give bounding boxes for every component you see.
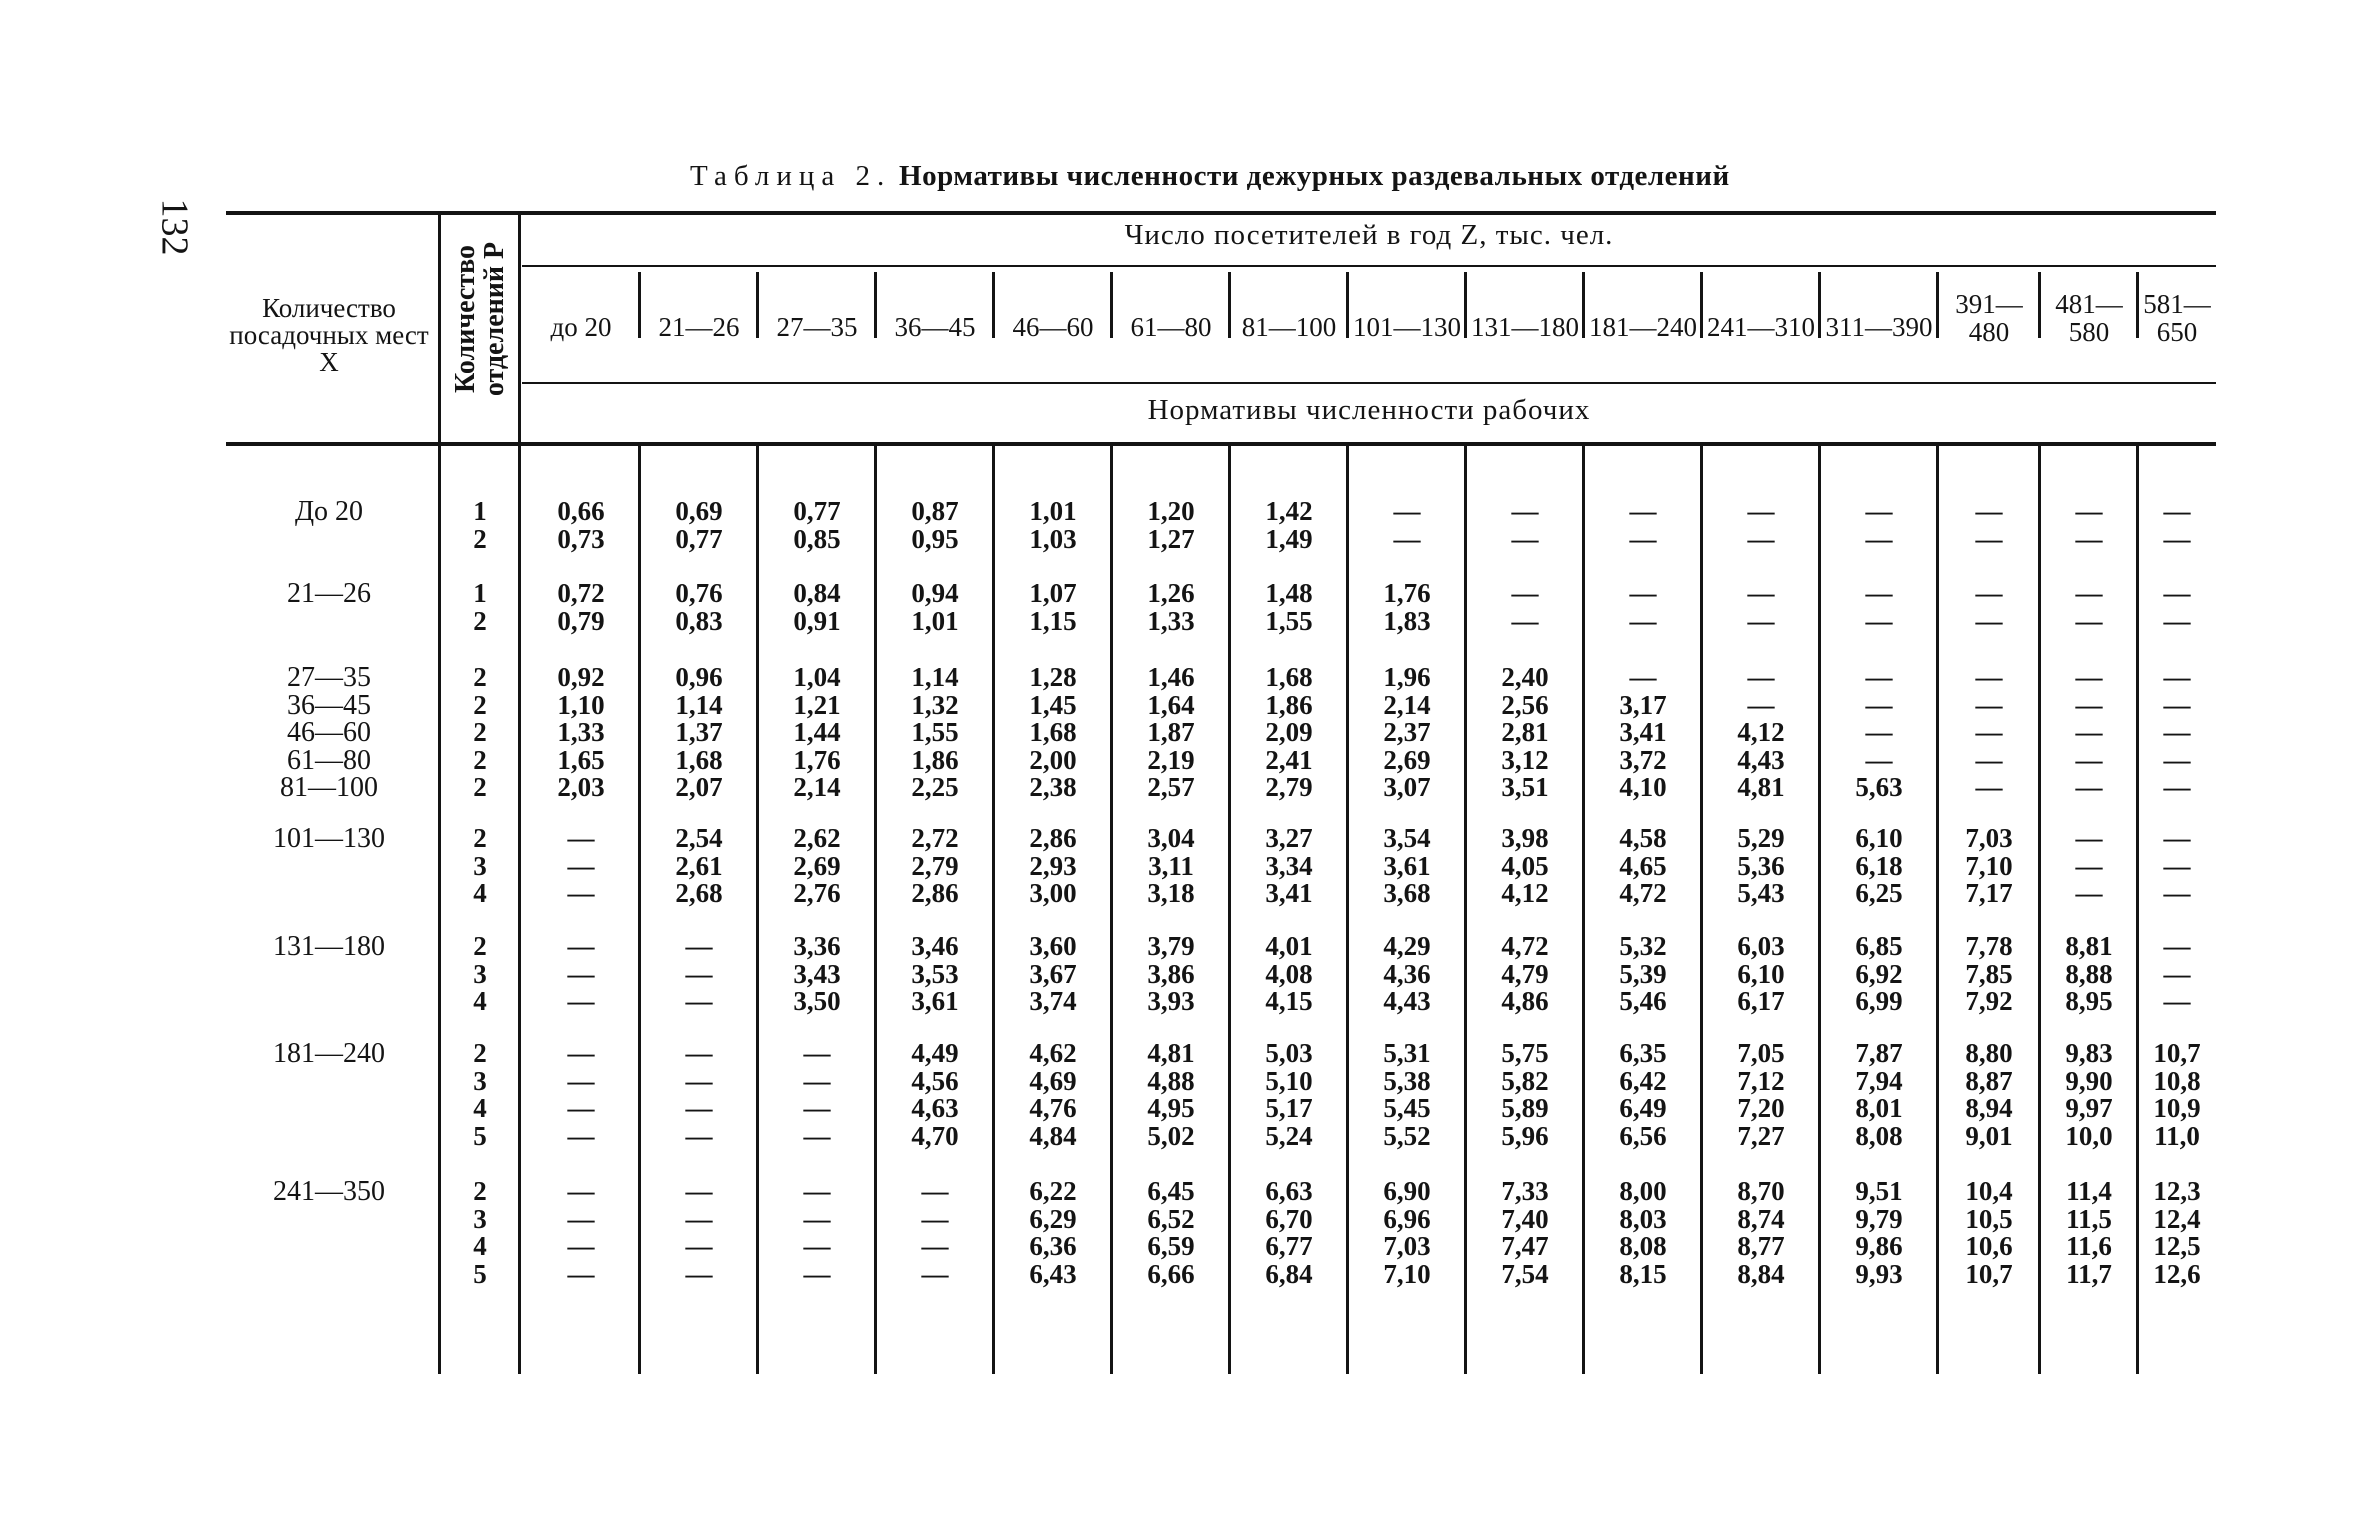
norm-value-cell: 1,96 2,14 2,37 2,69 3,07 [1383, 662, 1431, 802]
norm-value-cell: 4,49 4,56 4,63 4,70 [911, 1038, 959, 1151]
header-worker-norms: Нормативы численности рабочих [1147, 394, 1591, 426]
norm-value-cell: — — — [2163, 931, 2191, 1016]
norm-value-cell: 5,75 5,82 5,89 5,96 [1501, 1038, 1549, 1151]
norm-value-cell: — — — [2163, 823, 2191, 908]
norm-value-cell: 4,62 4,69 4,76 4,84 [1029, 1038, 1077, 1151]
norm-value-cell: 5,03 5,10 5,17 5,24 [1265, 1038, 1313, 1151]
norm-value-cell: 1,42 1,49 [1265, 496, 1313, 554]
norm-value-cell: 6,35 6,42 6,49 6,56 [1619, 1038, 1667, 1151]
column-header: 241—310 [1707, 312, 1815, 342]
seats-range-label: 101—130 [273, 823, 385, 854]
norm-value-cell: 0,77 0,85 [793, 496, 841, 554]
header-seats-x: Количество посадочных мест X [229, 293, 429, 377]
norm-value-cell: 3,98 4,05 4,12 [1501, 823, 1549, 908]
norm-value-cell: 1,01 1,03 [1029, 496, 1077, 554]
column-header: 36—45 [894, 312, 976, 342]
column-header: 481— 580 [2055, 289, 2123, 347]
norm-value-cell: 1,14 1,32 1,55 1,86 2,25 [911, 662, 959, 802]
norm-value-cell: — — — — [567, 1176, 595, 1289]
norm-value-cell: 6,10 6,18 6,25 [1855, 823, 1903, 908]
departments-count: 2 3 4 5 [473, 1176, 487, 1289]
norm-value-cell: 4,01 4,08 4,15 [1265, 931, 1313, 1016]
norm-value-cell: — — [1747, 496, 1775, 554]
page-number: 132 [153, 198, 196, 256]
seats-range-label: 131—180 [273, 931, 385, 962]
column-header: 131—180 [1471, 312, 1579, 342]
norm-value-cell: 6,45 6,52 6,59 6,66 [1147, 1176, 1195, 1289]
header-visitors-z: Число посетителей в год Z, тыс. чел. [1124, 219, 1614, 251]
norm-value-cell: 8,70 8,74 8,77 8,84 [1737, 1176, 1785, 1289]
norm-value-cell: 1,04 1,21 1,44 1,76 2,14 [793, 662, 841, 802]
norm-value-cell: 8,81 8,88 8,95 [2065, 931, 2113, 1016]
norm-value-cell: 1,28 1,45 1,68 2,00 2,38 [1029, 662, 1077, 802]
norm-value-cell: — — — [2075, 823, 2103, 908]
norm-value-cell: 0,87 0,95 [911, 496, 959, 554]
norm-value-cell: 3,04 3,11 3,18 [1147, 823, 1195, 908]
norm-value-cell: — — [2075, 496, 2103, 554]
norm-value-cell: 9,83 9,90 9,97 10,0 [2065, 1038, 2113, 1151]
top-rule [226, 211, 2216, 215]
norm-value-cell: — — [2163, 578, 2191, 636]
table-title [690, 160, 1730, 193]
norm-value-cell: — — — — [803, 1176, 831, 1289]
norm-value-cell: 10,4 10,5 10,6 10,7 [1965, 1176, 2013, 1289]
departments-count: 1 2 [473, 578, 487, 636]
columns-header-rule [522, 382, 2216, 384]
norm-value-cell: 1,48 1,55 [1265, 578, 1313, 636]
column-header: 581— 650 [2143, 289, 2211, 347]
departments-count: 2 3 4 5 [473, 1038, 487, 1151]
norm-value-cell: — — [1511, 578, 1539, 636]
departments-count: 2 3 4 [473, 931, 487, 1016]
norm-value-cell: — — — — [567, 1038, 595, 1151]
seats-range-label: 27—35 36—45 46—60 61—80 81—100 [280, 662, 378, 803]
norm-value-cell: 7,33 7,40 7,47 7,54 [1501, 1176, 1549, 1289]
departments-count: 1 2 [473, 496, 487, 554]
norm-value-cell: — — — — — [2163, 662, 2191, 802]
norm-value-cell: 0,96 1,14 1,37 1,68 2,07 [675, 662, 723, 802]
norm-value-cell: 4,29 4,36 4,43 [1383, 931, 1431, 1016]
norm-value-cell: 3,46 3,53 3,61 [911, 931, 959, 1016]
norm-value-cell: 0,92 1,10 1,33 1,65 2,03 [557, 662, 605, 802]
norm-value-cell: — — — — [685, 1176, 713, 1289]
column-header: 81—100 [1241, 312, 1337, 342]
norm-value-cell: — — 4,12 4,43 4,81 [1737, 662, 1785, 802]
column-header: до 20 [550, 312, 612, 342]
norm-value-cell: — — — — — [1975, 662, 2003, 802]
column-header: 181—240 [1589, 312, 1697, 342]
norm-value-cell: 2,54 2,61 2,68 [675, 823, 723, 908]
seats-range-label: До 20 [294, 496, 364, 527]
norm-value-cell: 0,84 0,91 [793, 578, 841, 636]
norm-value-cell: 1,76 1,83 [1383, 578, 1431, 636]
norm-value-cell: — — [2075, 578, 2103, 636]
norm-value-cell: — — [2163, 496, 2191, 554]
norm-value-cell: — — [1865, 578, 1893, 636]
column-header: 61—80 [1130, 312, 1212, 342]
column-header: 46—60 [1012, 312, 1094, 342]
norm-value-cell: — — [1629, 578, 1657, 636]
norm-value-cell: 1,46 1,64 1,87 2,19 2,57 [1147, 662, 1195, 802]
norm-value-cell: 9,51 9,79 9,86 9,93 [1855, 1176, 1903, 1289]
seats-range-label: 241—350 [273, 1176, 385, 1207]
column-header: 391— 480 [1955, 289, 2023, 347]
norm-value-cell: — — [1975, 578, 2003, 636]
norm-value-cell: — — — — [921, 1176, 949, 1289]
norm-value-cell: 8,00 8,03 8,08 8,15 [1619, 1176, 1667, 1289]
norm-value-cell: 0,69 0,77 [675, 496, 723, 554]
table-title-prefix: Таблица 2. [690, 160, 892, 192]
norm-value-cell: 0,94 1,01 [911, 578, 959, 636]
column-header: 27—35 [776, 312, 858, 342]
seats-range-label: 181—240 [273, 1038, 385, 1069]
header-departments-p: Количество отделений P [450, 241, 510, 397]
norm-value-cell: 1,26 1,33 [1147, 578, 1195, 636]
table-title-text: Нормативы численности дежурных раздевальных отделений [899, 160, 1730, 192]
norm-value-cell: 4,58 4,65 4,72 [1619, 823, 1667, 908]
norm-value-cell: 1,07 1,15 [1029, 578, 1077, 636]
norm-value-cell: 3,60 3,67 3,74 [1029, 931, 1077, 1016]
norm-value-cell: 0,76 0,83 [675, 578, 723, 636]
norm-value-cell: 2,72 2,79 2,86 [911, 823, 959, 908]
departments-count: 2 2 2 2 2 [473, 662, 487, 802]
norm-value-cell: — — [1393, 496, 1421, 554]
norm-value-cell: 4,72 4,79 4,86 [1501, 931, 1549, 1016]
norm-value-cell: 5,32 5,39 5,46 [1619, 931, 1667, 1016]
norm-value-cell: — — — [567, 823, 595, 908]
seats-range-label: 21—26 [287, 578, 371, 609]
norm-value-cell: 11,4 11,5 11,6 11,7 [2066, 1176, 2112, 1289]
header-bottom-rule [226, 442, 2216, 446]
departments-count: 2 3 4 [473, 823, 487, 908]
norm-value-cell: 6,22 6,29 6,36 6,43 [1029, 1176, 1077, 1289]
norm-value-cell: 2,40 2,56 2,81 3,12 3,51 [1501, 662, 1549, 802]
norm-value-cell: 0,66 0,73 [557, 496, 605, 554]
norm-value-cell: 10,7 10,8 10,9 11,0 [2153, 1038, 2201, 1151]
norm-value-cell: 2,62 2,69 2,76 [793, 823, 841, 908]
norm-value-cell: 12,3 12,4 12,5 12,6 [2153, 1176, 2201, 1289]
norm-value-cell: 8,80 8,87 8,94 9,01 [1965, 1038, 2013, 1151]
norm-value-cell: 6,03 6,10 6,17 [1737, 931, 1785, 1016]
norm-value-cell: — — [1747, 578, 1775, 636]
norm-value-cell: — — [1975, 496, 2003, 554]
norm-value-cell: 3,54 3,61 3,68 [1383, 823, 1431, 908]
norm-value-cell: 7,87 7,94 8,01 8,08 [1855, 1038, 1903, 1151]
norm-value-cell: 3,36 3,43 3,50 [793, 931, 841, 1016]
norm-value-cell: — — — — 5,63 [1855, 662, 1903, 802]
norm-value-cell: 6,90 6,96 7,03 7,10 [1383, 1176, 1431, 1289]
norm-value-cell: 6,85 6,92 6,99 [1855, 931, 1903, 1016]
norm-value-cell: 3,79 3,86 3,93 [1147, 931, 1195, 1016]
x-col-separator [438, 214, 441, 1374]
norm-value-cell: 3,27 3,34 3,41 [1265, 823, 1313, 908]
norm-value-cell: 6,63 6,70 6,77 6,84 [1265, 1176, 1313, 1289]
norm-value-cell: 7,03 7,10 7,17 [1965, 823, 2013, 908]
norm-value-cell: 4,81 4,88 4,95 5,02 [1147, 1038, 1195, 1151]
norm-value-cell: — — — — — [2075, 662, 2103, 802]
norm-value-cell: — — [1629, 496, 1657, 554]
norm-value-cell: 0,72 0,79 [557, 578, 605, 636]
norm-value-cell: 5,29 5,36 5,43 [1737, 823, 1785, 908]
norm-value-cell: — — — [567, 931, 595, 1016]
column-header: 21—26 [658, 312, 740, 342]
column-header: 101—130 [1353, 312, 1461, 342]
p-col-separator [518, 214, 521, 1374]
norm-value-cell: — — — — [803, 1038, 831, 1151]
norm-value-cell: 5,31 5,38 5,45 5,52 [1383, 1038, 1431, 1151]
column-header: 311—390 [1825, 312, 1933, 342]
norm-value-cell: — — [1865, 496, 1893, 554]
norm-value-cell: 1,68 1,86 2,09 2,41 2,79 [1265, 662, 1313, 802]
norm-value-cell: 7,78 7,85 7,92 [1965, 931, 2013, 1016]
norm-value-cell: 7,05 7,12 7,20 7,27 [1737, 1038, 1785, 1151]
norm-value-cell: 1,20 1,27 [1147, 496, 1195, 554]
norm-value-cell: — — [1511, 496, 1539, 554]
z-header-rule [522, 265, 2216, 267]
norm-value-cell: — — — — [685, 1038, 713, 1151]
norm-value-cell: — 3,17 3,41 3,72 4,10 [1619, 662, 1667, 802]
norm-value-cell: 2,86 2,93 3,00 [1029, 823, 1077, 908]
norm-value-cell: — — — [685, 931, 713, 1016]
